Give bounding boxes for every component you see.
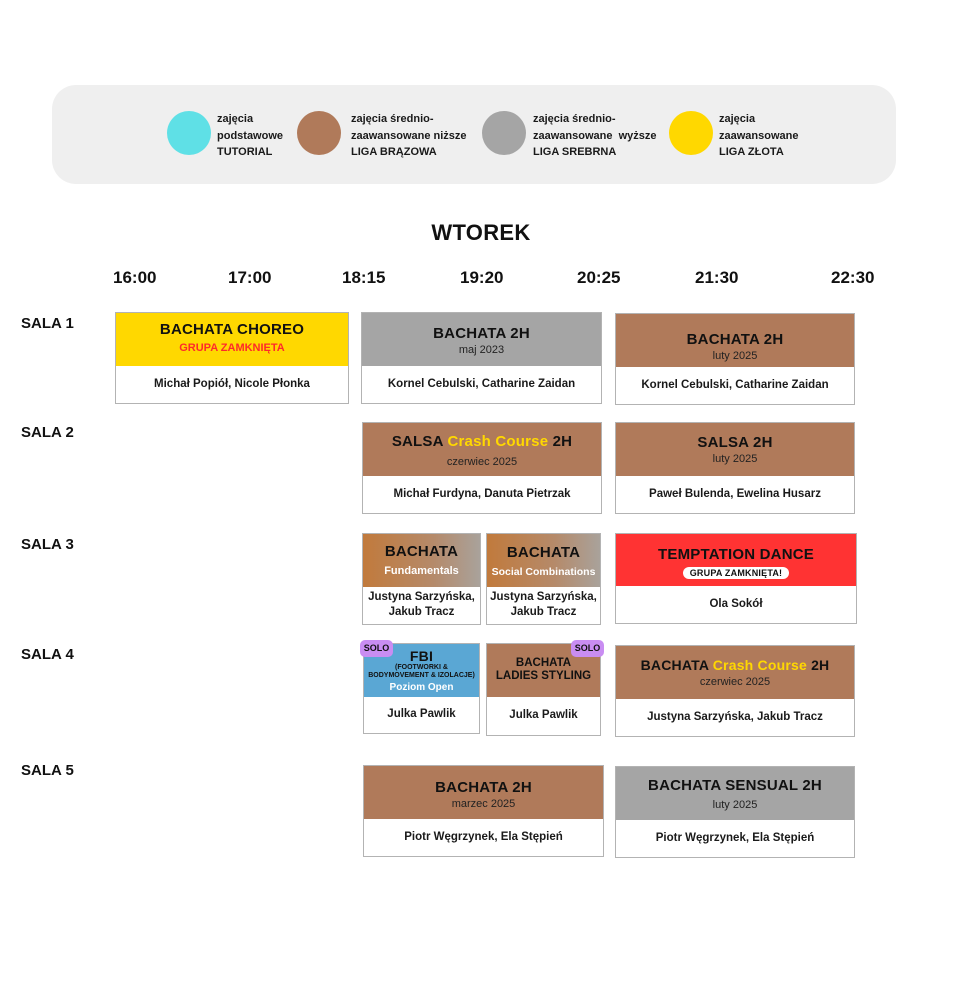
class-card-bachata-2h[interactable] xyxy=(363,765,604,857)
solo-badge: SOLO xyxy=(571,640,604,657)
closed-group-note: GRUPA ZAMKNIĘTA xyxy=(179,342,285,354)
closed-group-badge: GRUPA ZAMKNIĘTA! xyxy=(683,567,790,579)
class-start-date: czerwiec 2025 xyxy=(699,676,771,688)
legend-label: zajęcia podstawowe TUTORIAL xyxy=(217,113,284,158)
class-title: FBI xyxy=(409,648,434,664)
class-title: BACHATA CHOREO xyxy=(159,321,305,338)
room-label: SALA 3 xyxy=(21,536,74,553)
class-header xyxy=(616,767,854,820)
class-instructors: Piotr Węgrzynek, Ela Stępień xyxy=(404,830,563,843)
tutorial-color-dot-icon xyxy=(167,111,211,155)
class-instructors: Ola Sokół xyxy=(709,597,763,610)
crash-course-accent: Crash Course xyxy=(447,433,549,450)
class-detail: (FOOTWORKI & BODYMOVEMENT & IZOLACJE) xyxy=(368,664,475,679)
class-title: BACHATA 2H xyxy=(433,325,530,342)
class-start-date: maj 2023 xyxy=(458,344,505,356)
class-subtitle: Fundamentals xyxy=(384,565,459,577)
class-title: BACHATA 2H xyxy=(435,779,532,796)
class-title: BACHATA xyxy=(384,543,459,560)
silver-color-dot-icon xyxy=(482,111,526,155)
class-start-date: czerwiec 2025 xyxy=(446,456,518,468)
title-part: 2H xyxy=(552,433,573,450)
class-instructors: Kornel Cebulski, Catharine Zaidan xyxy=(641,378,829,391)
room-label: SALA 5 xyxy=(21,762,74,779)
crash-course-accent: Crash Course xyxy=(712,657,807,673)
class-instructors: Michał Furdyna, Danuta Pietrzak xyxy=(393,487,571,500)
legend-label: zajęcia średnio- zaawansowane wyższe LIGA SREBRNA xyxy=(533,113,657,158)
class-header xyxy=(487,534,600,587)
title-part: 2H xyxy=(811,657,830,673)
class-card-fbi[interactable] xyxy=(363,643,480,734)
class-header xyxy=(363,534,480,587)
class-start-date: luty 2025 xyxy=(712,350,758,362)
room-label: SALA 4 xyxy=(21,646,74,663)
class-instructors: Julka Pawlik xyxy=(509,708,578,721)
class-card-temptation-dance[interactable] xyxy=(615,533,857,624)
class-card-bachata-2h[interactable] xyxy=(361,312,602,404)
class-instructors: Julka Pawlik xyxy=(387,708,456,720)
class-instructors: Paweł Bulenda, Ewelina Husarz xyxy=(649,487,821,500)
class-instructors: Justyna Sarzyńska, Jakub Tracz xyxy=(368,591,475,618)
time-label: 20:25 xyxy=(577,268,621,287)
title-part: BACHATA xyxy=(640,657,709,673)
gold-color-dot-icon xyxy=(669,111,713,155)
class-card-bachata-choreo[interactable] xyxy=(115,312,349,404)
time-label: 17:00 xyxy=(228,268,272,287)
class-card-bachata-crash-course[interactable] xyxy=(615,645,855,737)
class-title: SALSA 2H xyxy=(697,434,773,451)
class-instructors: Justyna Sarzyńska, Jakub Tracz xyxy=(490,591,597,618)
class-card-bachata-ladies-styling[interactable] xyxy=(486,643,601,736)
class-start-date: luty 2025 xyxy=(712,453,758,465)
class-instructors: Piotr Węgrzynek, Ela Stępień xyxy=(655,831,815,844)
class-header xyxy=(362,313,601,366)
title-part: SALSA xyxy=(391,433,444,450)
class-subtitle: Social Combinations xyxy=(491,566,596,578)
class-card-bachata-sensual-2h[interactable] xyxy=(615,766,855,858)
class-title: TEMPTATION DANCE xyxy=(658,546,814,563)
class-start-date: marzec 2025 xyxy=(451,798,516,810)
class-title: BACHATA xyxy=(506,544,581,561)
brown-color-dot-icon xyxy=(297,111,341,155)
class-title: BACHATA LADIES STYLING xyxy=(495,657,592,682)
class-header xyxy=(616,423,854,476)
class-card-bachata-fundamentals[interactable] xyxy=(362,533,481,625)
class-instructors: Michał Popiół, Nicole Płonka xyxy=(154,377,310,390)
room-label: SALA 2 xyxy=(21,424,74,441)
time-label: 19:20 xyxy=(460,268,504,287)
class-level: Poziom Open xyxy=(389,682,454,693)
time-label: 18:15 xyxy=(342,268,386,287)
day-title: WTOREK xyxy=(431,220,531,245)
class-instructors: Kornel Cebulski, Catharine Zaidan xyxy=(387,377,576,390)
class-start-date: luty 2025 xyxy=(712,799,758,811)
class-title: BACHATA 2H xyxy=(686,331,784,348)
class-header xyxy=(616,314,854,367)
class-card-bachata-2h[interactable] xyxy=(615,313,855,405)
class-card-salsa-crash-course[interactable] xyxy=(362,422,602,514)
time-label: 16:00 xyxy=(113,268,157,287)
class-instructors: Justyna Sarzyńska, Jakub Tracz xyxy=(647,710,823,723)
class-header xyxy=(363,423,601,476)
class-header xyxy=(364,766,603,819)
class-title: BACHATA SENSUAL 2H xyxy=(648,777,822,794)
legend xyxy=(52,85,896,184)
time-label: 22:30 xyxy=(831,268,875,287)
solo-badge: SOLO xyxy=(360,640,393,657)
class-header xyxy=(616,534,856,586)
class-header xyxy=(616,646,854,699)
time-label: 21:30 xyxy=(695,268,739,287)
room-label: SALA 1 xyxy=(21,315,74,332)
legend-label: zajęcia zaawansowane LIGA ZŁOTA xyxy=(719,113,799,158)
class-card-bachata-social-combinations[interactable] xyxy=(486,533,601,625)
class-title xyxy=(616,657,854,673)
class-header xyxy=(116,313,348,366)
legend-label: zajęcia średnio- zaawansowane niższe LIGA BRĄZOWA xyxy=(351,113,467,158)
class-title xyxy=(363,433,601,450)
class-card-salsa-2h[interactable] xyxy=(615,422,855,514)
